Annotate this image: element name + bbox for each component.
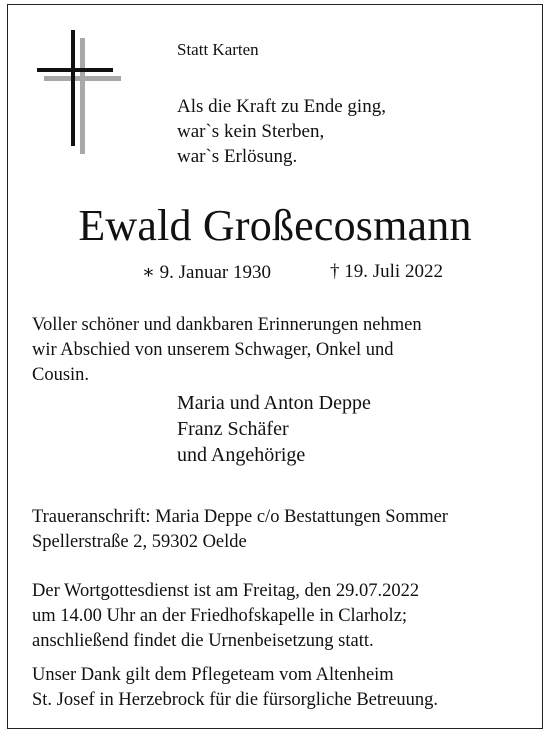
signatory: Franz Schäfer bbox=[177, 418, 289, 440]
address-line: Spellerstraße 2, 59302 Oelde bbox=[32, 532, 247, 552]
service-line: um 14.00 Uhr an der Friedhofskapelle in Clarholz; bbox=[32, 606, 408, 626]
message-line: Cousin. bbox=[32, 365, 90, 385]
thanks-note bbox=[32, 663, 438, 713]
address-line: Traueranschrift: Maria Deppe c/o Bestattungen Sommer bbox=[32, 507, 448, 527]
birth-date: ∗ 9. Januar 1930 bbox=[142, 262, 272, 283]
death-date: † 19. Juli 2022 bbox=[330, 261, 443, 282]
verse-line: Als die Kraft zu Ende ging, bbox=[177, 96, 386, 117]
signatory: und Angehörige bbox=[177, 444, 306, 466]
signatories bbox=[177, 390, 371, 468]
verse-line: war`s Erlösung. bbox=[177, 146, 298, 167]
service-line: anschließend findet die Urnenbeisetzung statt. bbox=[32, 631, 374, 651]
memorial-verse bbox=[177, 94, 386, 169]
cross-shadow-vertical bbox=[80, 38, 85, 154]
verse-line: war`s kein Sterben, bbox=[177, 121, 325, 142]
service-line: Der Wortgottesdienst ist am Freitag, den 29.07.2022 bbox=[32, 581, 420, 601]
thanks-line: St. Josef in Herzebrock für die fürsorgliche Betreuung. bbox=[32, 690, 439, 710]
thanks-line: Unser Dank gilt dem Pflegeteam vom Altenheim bbox=[32, 665, 394, 685]
service-info bbox=[32, 579, 419, 654]
message-line: wir Abschied von unserem Schwager, Onkel und bbox=[32, 340, 394, 360]
cross-horizontal-beam bbox=[37, 68, 113, 72]
farewell-message bbox=[32, 313, 422, 388]
cross-vertical-beam bbox=[71, 30, 75, 146]
statt-karten-note: Statt Karten bbox=[177, 40, 259, 59]
message-line: Voller schöner und dankbaren Erinnerungen nehmen bbox=[32, 315, 422, 335]
signatory: Maria und Anton Deppe bbox=[177, 392, 371, 414]
mourning-address bbox=[32, 505, 448, 555]
deceased-name: Ewald Großecosmann bbox=[78, 201, 472, 250]
cross-shadow-horizontal bbox=[44, 76, 121, 81]
